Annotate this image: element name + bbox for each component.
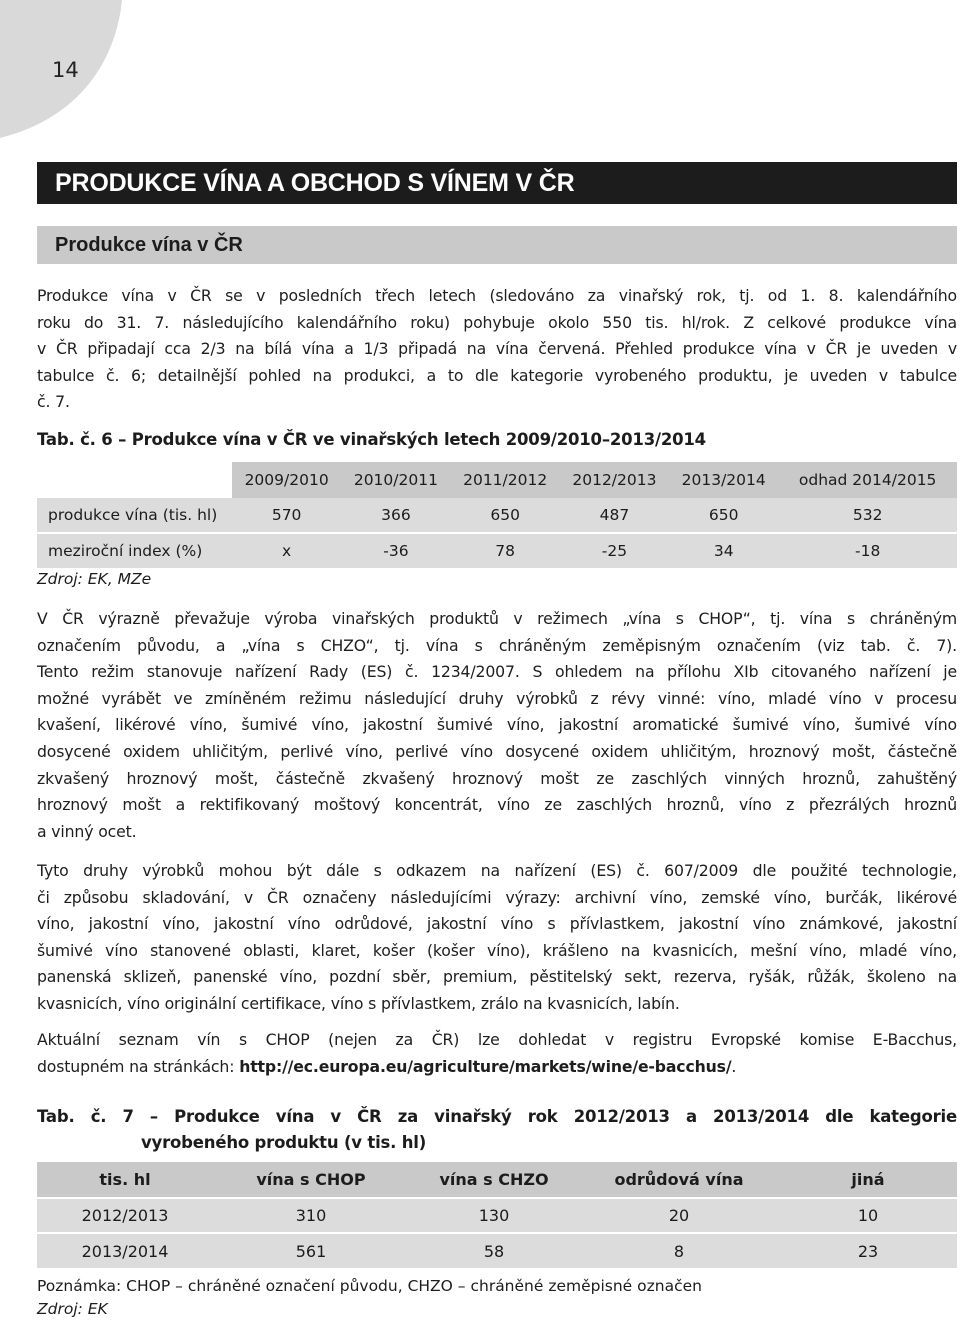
table6-caption: Tab. č. 6 – Produkce vína v ČR ve vinařských letech 2009/2010–2013/2014 [37,430,706,449]
text-line: v ČR připadají cca 2/3 na bílá vína a 1/3 připadá na vína červená. Přehled produkce vína v ČR je uveden v [37,339,957,359]
table-cell: 20 [579,1198,779,1233]
table-cell: 650 [669,498,778,533]
table7 [37,1162,957,1268]
text-line: označením původu, a „vína s CHZO“, tj. vína s chráněným zeměpisným označením (viz tab. č. 7). [37,635,957,655]
text-line: víno, jakostní víno, jakostní víno odrůdové, jakostní víno s přívlastkem, jakostní víno známkové, jakostní [37,914,957,934]
table-row [37,1233,957,1268]
paragraph-protected-designations [37,606,957,845]
text-line: tabulce č. 6; detailnější pohled na produkci, a to dle kategorie vyrobeného produktu, je uveden v tabulce [37,365,957,385]
table-header-cell: tis. hl [37,1162,213,1198]
table-cell: x [232,533,341,568]
text-line: a vinný ocet. [37,821,137,841]
table-cell: 58 [409,1233,579,1268]
intro-paragraph [37,283,957,416]
text-line: č. 7. [37,392,70,412]
text-line: Produkce vína v ČR se v posledních třech letech (sledováno za vinařský rok, tj. od 1. 8. kalendářního [37,286,957,305]
paragraph-e-bacchus [37,1027,957,1080]
e-bacchus-link[interactable]: http://ec.europa.eu/agriculture/markets/wine/e-bacchus/ [239,1056,732,1076]
table-cell: 2012/2013 [37,1198,213,1233]
table-cell: 23 [779,1233,957,1268]
table6-source: Zdroj: EK, MZe [37,570,152,588]
text-line: V ČR výrazně převažuje výroba vinařských produktů v režimech „vína s CHOP“, tj. vína s chráněným [37,609,957,628]
table-cell: 10 [779,1198,957,1233]
section-title: Produkce vína v ČR [37,226,957,264]
table-row [37,1198,957,1233]
table-cell: 130 [409,1198,579,1233]
row-label: produkce vína (tis. hl) [37,498,232,533]
table-header-cell: vína s CHOP [213,1162,409,1198]
text-fragment: . [731,1056,737,1076]
table-header-cell: jiná [779,1162,957,1198]
text-line: roku do 31. 7. následujícího kalendářního roku) pohybuje okolo 550 tis. hl/rok. Z celkové produkce vína [37,312,957,332]
table-cell: 487 [560,498,669,533]
table-header-cell: odhad 2014/2015 [778,462,957,498]
text-line: kvasnicích, víno originální certifikace, víno s přívlastkem, zrálo na kvasnicích, labín. [37,993,680,1013]
chapter-title: PRODUKCE VÍNA A OBCHOD S VÍNEM V ČR [37,162,957,204]
table-header-cell: 2009/2010 [232,462,341,498]
table-cell: -25 [560,533,669,568]
text-line: zkvašený hroznový mošt, částečně zkvašený hroznový mošt ze zaschlých vinných hroznů, zahuštěný [37,768,957,788]
table-cell: 310 [213,1198,409,1233]
table-cell: 78 [451,533,560,568]
table-row [37,498,957,533]
text-line: šumivé víno stanovené oblasti, klaret, košer (košer víno), krášleno na kvasnicích, mešní víno, mladé víno, [37,940,957,960]
text-line: možné vyrábět ve zmíněném režimu následující druhy výrobků z révy vinné: víno, mladé víno v procesu [37,688,957,708]
text-line: či způsobu skladování, v ČR označeny následujícími výrazy: archivní víno, zemské víno, burčák, likérové [37,887,957,907]
table7-source: Zdroj: EK [37,1300,108,1318]
row-label: meziroční index (%) [37,533,232,568]
table-cell: 366 [341,498,450,533]
table-cell: 532 [778,498,957,533]
text-line: panenská sklizeň, panenské víno, pozdní sběr, premium, pěstitelský sekt, rezerva, ryšák, růžák, školeno na [37,967,957,987]
caption-line: Tab. č. 7 – Produkce vína v ČR za vinařský rok 2012/2013 a 2013/2014 dle kategorie [37,1107,957,1126]
table7-note: Poznámka: CHOP – chráněné označení původu, CHZO – chráněné zeměpisné označen [37,1277,702,1295]
table-header-cell: 2013/2014 [669,462,778,498]
paragraph-labelling-terms [37,858,957,1018]
page-number: 14 [52,58,79,82]
table-header-cell [37,462,232,498]
table-cell: -18 [778,533,957,568]
text-line: Tento režim stanovuje nařízení Rady (ES) č. 1234/2007. S ohledem na přílohu XIb citovaného nařízení je [37,662,957,682]
text-line: hroznový mošt a rektifikovaný moštový koncentrát, víno ze zaschlých hroznů, víno z přezrálých hroznů [37,795,957,815]
text-line: Aktuální seznam vín s CHOP (nejen za ČR) lze dohledat v registru Evropské komise E-Bacchus, [37,1030,957,1049]
table-header-cell: odrůdová vína [579,1162,779,1198]
table-row [37,533,957,568]
table6 [37,462,957,568]
table-cell: 34 [669,533,778,568]
table-cell: 570 [232,498,341,533]
table-header-cell: 2010/2011 [341,462,450,498]
table-cell: 650 [451,498,560,533]
table-header-row [37,462,957,498]
table-cell: 8 [579,1233,779,1268]
table7-caption [37,1104,957,1156]
table-cell: 561 [213,1233,409,1268]
text-line: dosycené oxidem uhličitým, perlivé víno, perlivé víno dosycené oxidem uhličitým, hroznový mošt, částečně [37,741,957,761]
table-cell: 2013/2014 [37,1233,213,1268]
table-cell: -36 [341,533,450,568]
table-header-cell: vína s CHZO [409,1162,579,1198]
text-line: Tyto druhy výrobků mohou být dále s odkazem na nařízení (ES) č. 607/2009 dle použité technologie, [37,861,957,880]
text-line: kvašení, likérové víno, šumivé víno, jakostní šumivé víno, jakostní aromatické šumivé víno, šumivé víno [37,715,957,735]
text-fragment: dostupném na stránkách: [37,1056,240,1076]
table-header-cell: 2011/2012 [451,462,560,498]
caption-line: vyrobeného produktu (v tis. hl) [141,1133,427,1152]
text-line [37,1054,957,1081]
table-header-cell: 2012/2013 [560,462,669,498]
table-header-row [37,1162,957,1198]
